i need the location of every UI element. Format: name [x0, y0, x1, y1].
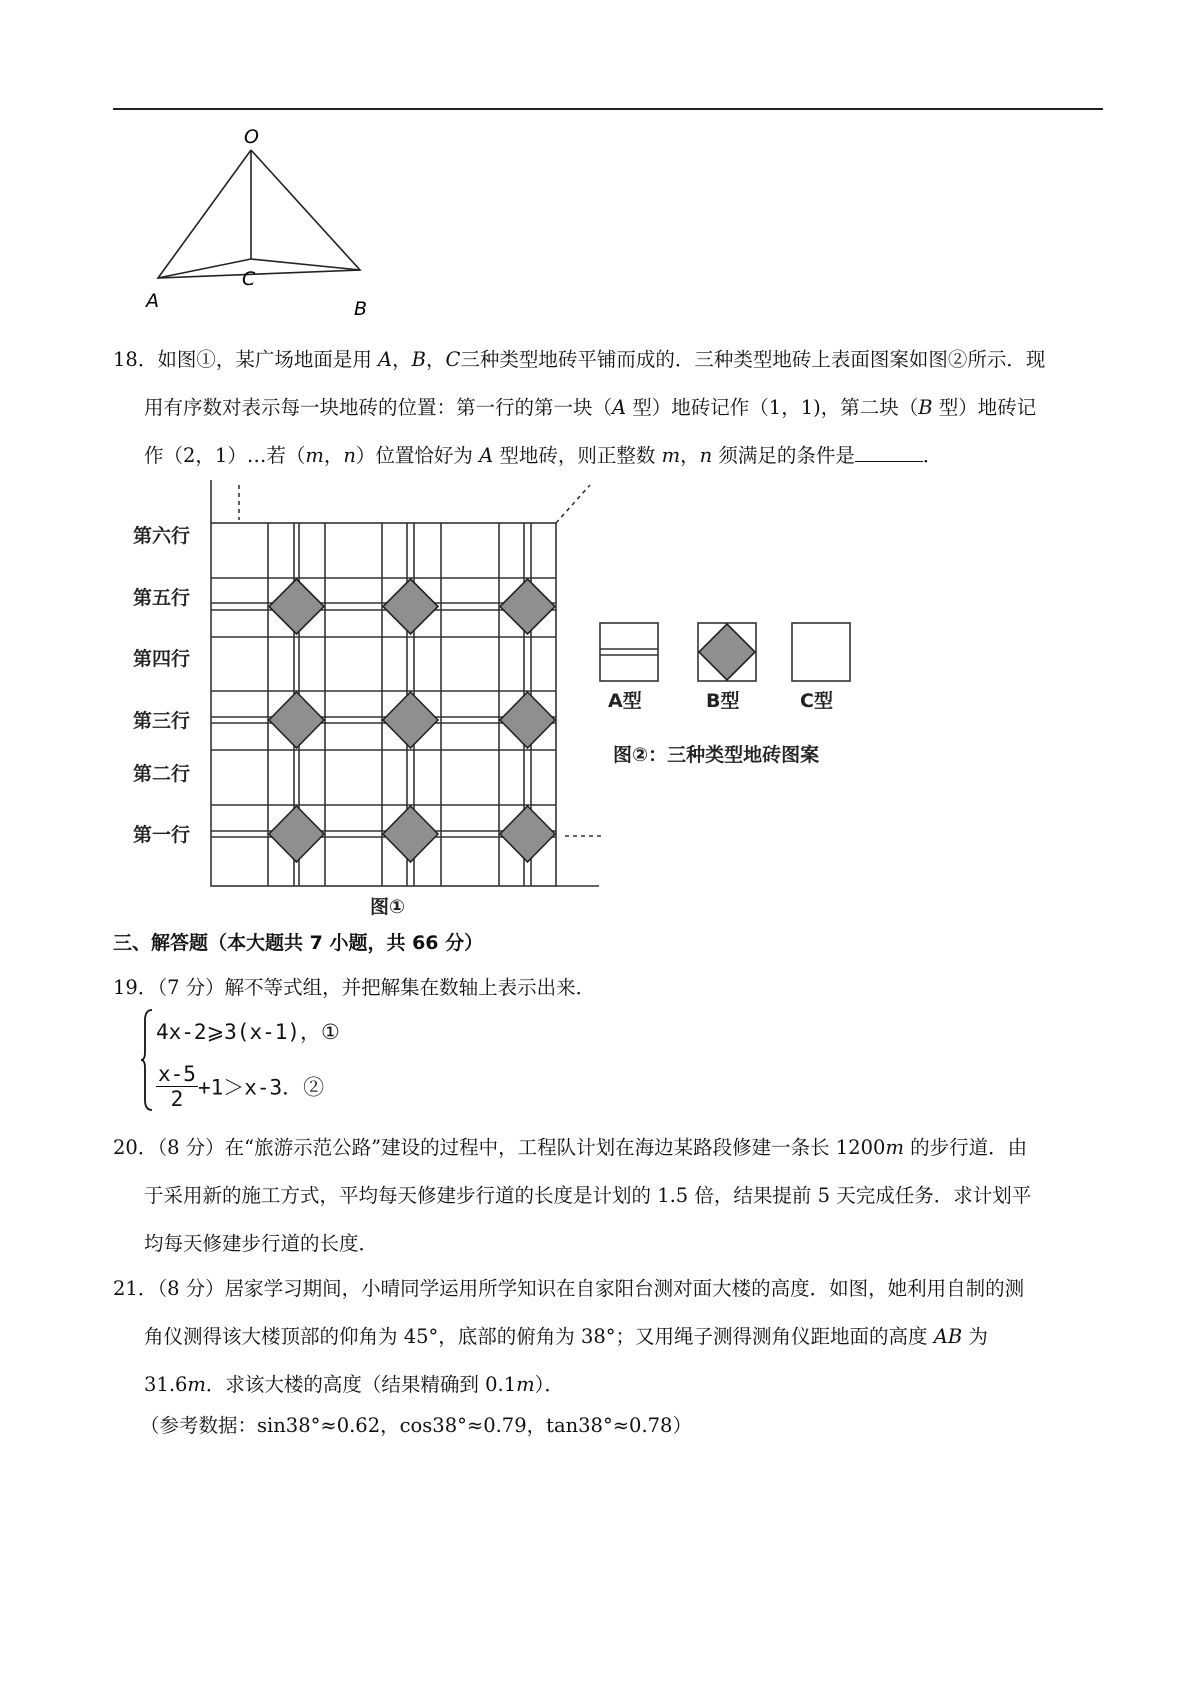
inequality-2: $\frac{x-5}{2}$ +1＞x-3．②: [158, 1062, 325, 1111]
figure1-caption: 图①: [370, 896, 406, 918]
header-rule: [113, 108, 1103, 110]
tile-a-label: A型: [608, 690, 642, 712]
figure2-caption: 图②：三种类型地砖图案: [613, 744, 820, 766]
row-label-5: 第五行: [133, 587, 191, 609]
tile-grid-figure: [125, 480, 625, 920]
q20-line1: 20．（8 分）在“旅游示范公路”建设的过程中，工程队计划在海边某路段修建一条长 1200m 的步行道．由: [113, 1136, 1028, 1159]
answer-blank[interactable]: [855, 443, 923, 462]
row-label-1: 第一行: [133, 824, 191, 846]
fraction: $\frac{x-5}{2}$: [158, 1062, 196, 1111]
q21-line2: 角仪测得该大楼顶部的仰角为 45°，底部的俯角为 38°；又用绳子测得测角仪距地面的高度 AB 为: [144, 1325, 988, 1348]
q18-line1: 18．如图①，某广场地面是用 A，B，C三种类型地砖平铺而成的．三种类型地砖上表面图案如图②所示．现: [113, 348, 1046, 371]
question-19: 19．（7 分）解不等式组，并把解集在数轴上表示出来．: [113, 976, 596, 999]
inner-lines: [158, 259, 360, 278]
question-21: [113, 1265, 1103, 1409]
question-20: [113, 1124, 1103, 1268]
diamond-r3-c2: [269, 692, 324, 748]
brace-icon: [140, 1008, 154, 1112]
row-label-6: 第六行: [133, 525, 191, 547]
diamond-r5-c4: [383, 579, 438, 634]
diamond-r1-c4: [383, 806, 438, 862]
q18-line3: 作（2，1）…若（m，n）位置恰好为 A 型地砖，则正整数 m，n 须满足的条件是 ．: [144, 444, 943, 467]
reference-data: （参考数据：sin38°≈0.62，cos38°≈0.79，tan38°≈0.78）: [140, 1414, 692, 1437]
row-label-4: 第四行: [133, 648, 191, 670]
grid-corner-dotted: [556, 485, 590, 523]
diamond-r5-c2: [269, 579, 324, 634]
label-c: C: [242, 268, 256, 290]
section-heading: 三、解答题（本大题共 7 小题，共 66 分）: [113, 932, 484, 954]
q20-line3: 均每天修建步行道的长度．: [144, 1232, 379, 1255]
row-label-2: 第二行: [133, 763, 191, 785]
row-label-3: 第三行: [133, 710, 191, 732]
diamond-r3-c6: [500, 692, 555, 748]
inequality-system: [140, 1008, 380, 1112]
diamond-r3-c4: [383, 692, 438, 748]
tile-b-label: B型: [706, 690, 740, 712]
q18-line2: 用有序数对表示每一块地砖的位置：第一行的第一块（A 型）地砖记作（1，1)，第二块（B 型）地砖记: [144, 396, 1037, 419]
tile-types-figure: [590, 615, 860, 775]
q20-line2: 于采用新的施工方式，平均每天修建步行道的长度是计划的 1.5 倍，结果提前 5 天完成任务．求计划平: [144, 1184, 1032, 1207]
label-o: O: [244, 126, 259, 148]
tile-c-label: C型: [800, 690, 833, 712]
inequality-1: 4x-2⩾3(x-1)，①: [156, 1020, 340, 1044]
triangle-figure: [130, 125, 380, 325]
label-a: A: [146, 290, 159, 312]
question-18: [113, 336, 1103, 480]
tile-a-box: [600, 623, 658, 681]
q21-line3: 31.6m．求该大楼的高度（结果精确到 0.1m）．: [144, 1373, 564, 1396]
diamond-r5-c6: [500, 579, 555, 634]
diamond-r1-c2: [269, 806, 324, 862]
tile-b-diamond: [699, 624, 755, 680]
triangle-outline: [158, 150, 360, 278]
diamond-r1-c6: [500, 806, 555, 862]
label-b: B: [354, 298, 368, 320]
q21-line1: 21．（8 分）居家学习期间，小晴同学运用所学知识在自家阳台测对面大楼的高度．如图，她利用自制的测: [113, 1277, 1025, 1300]
tile-c-box: [792, 623, 850, 681]
